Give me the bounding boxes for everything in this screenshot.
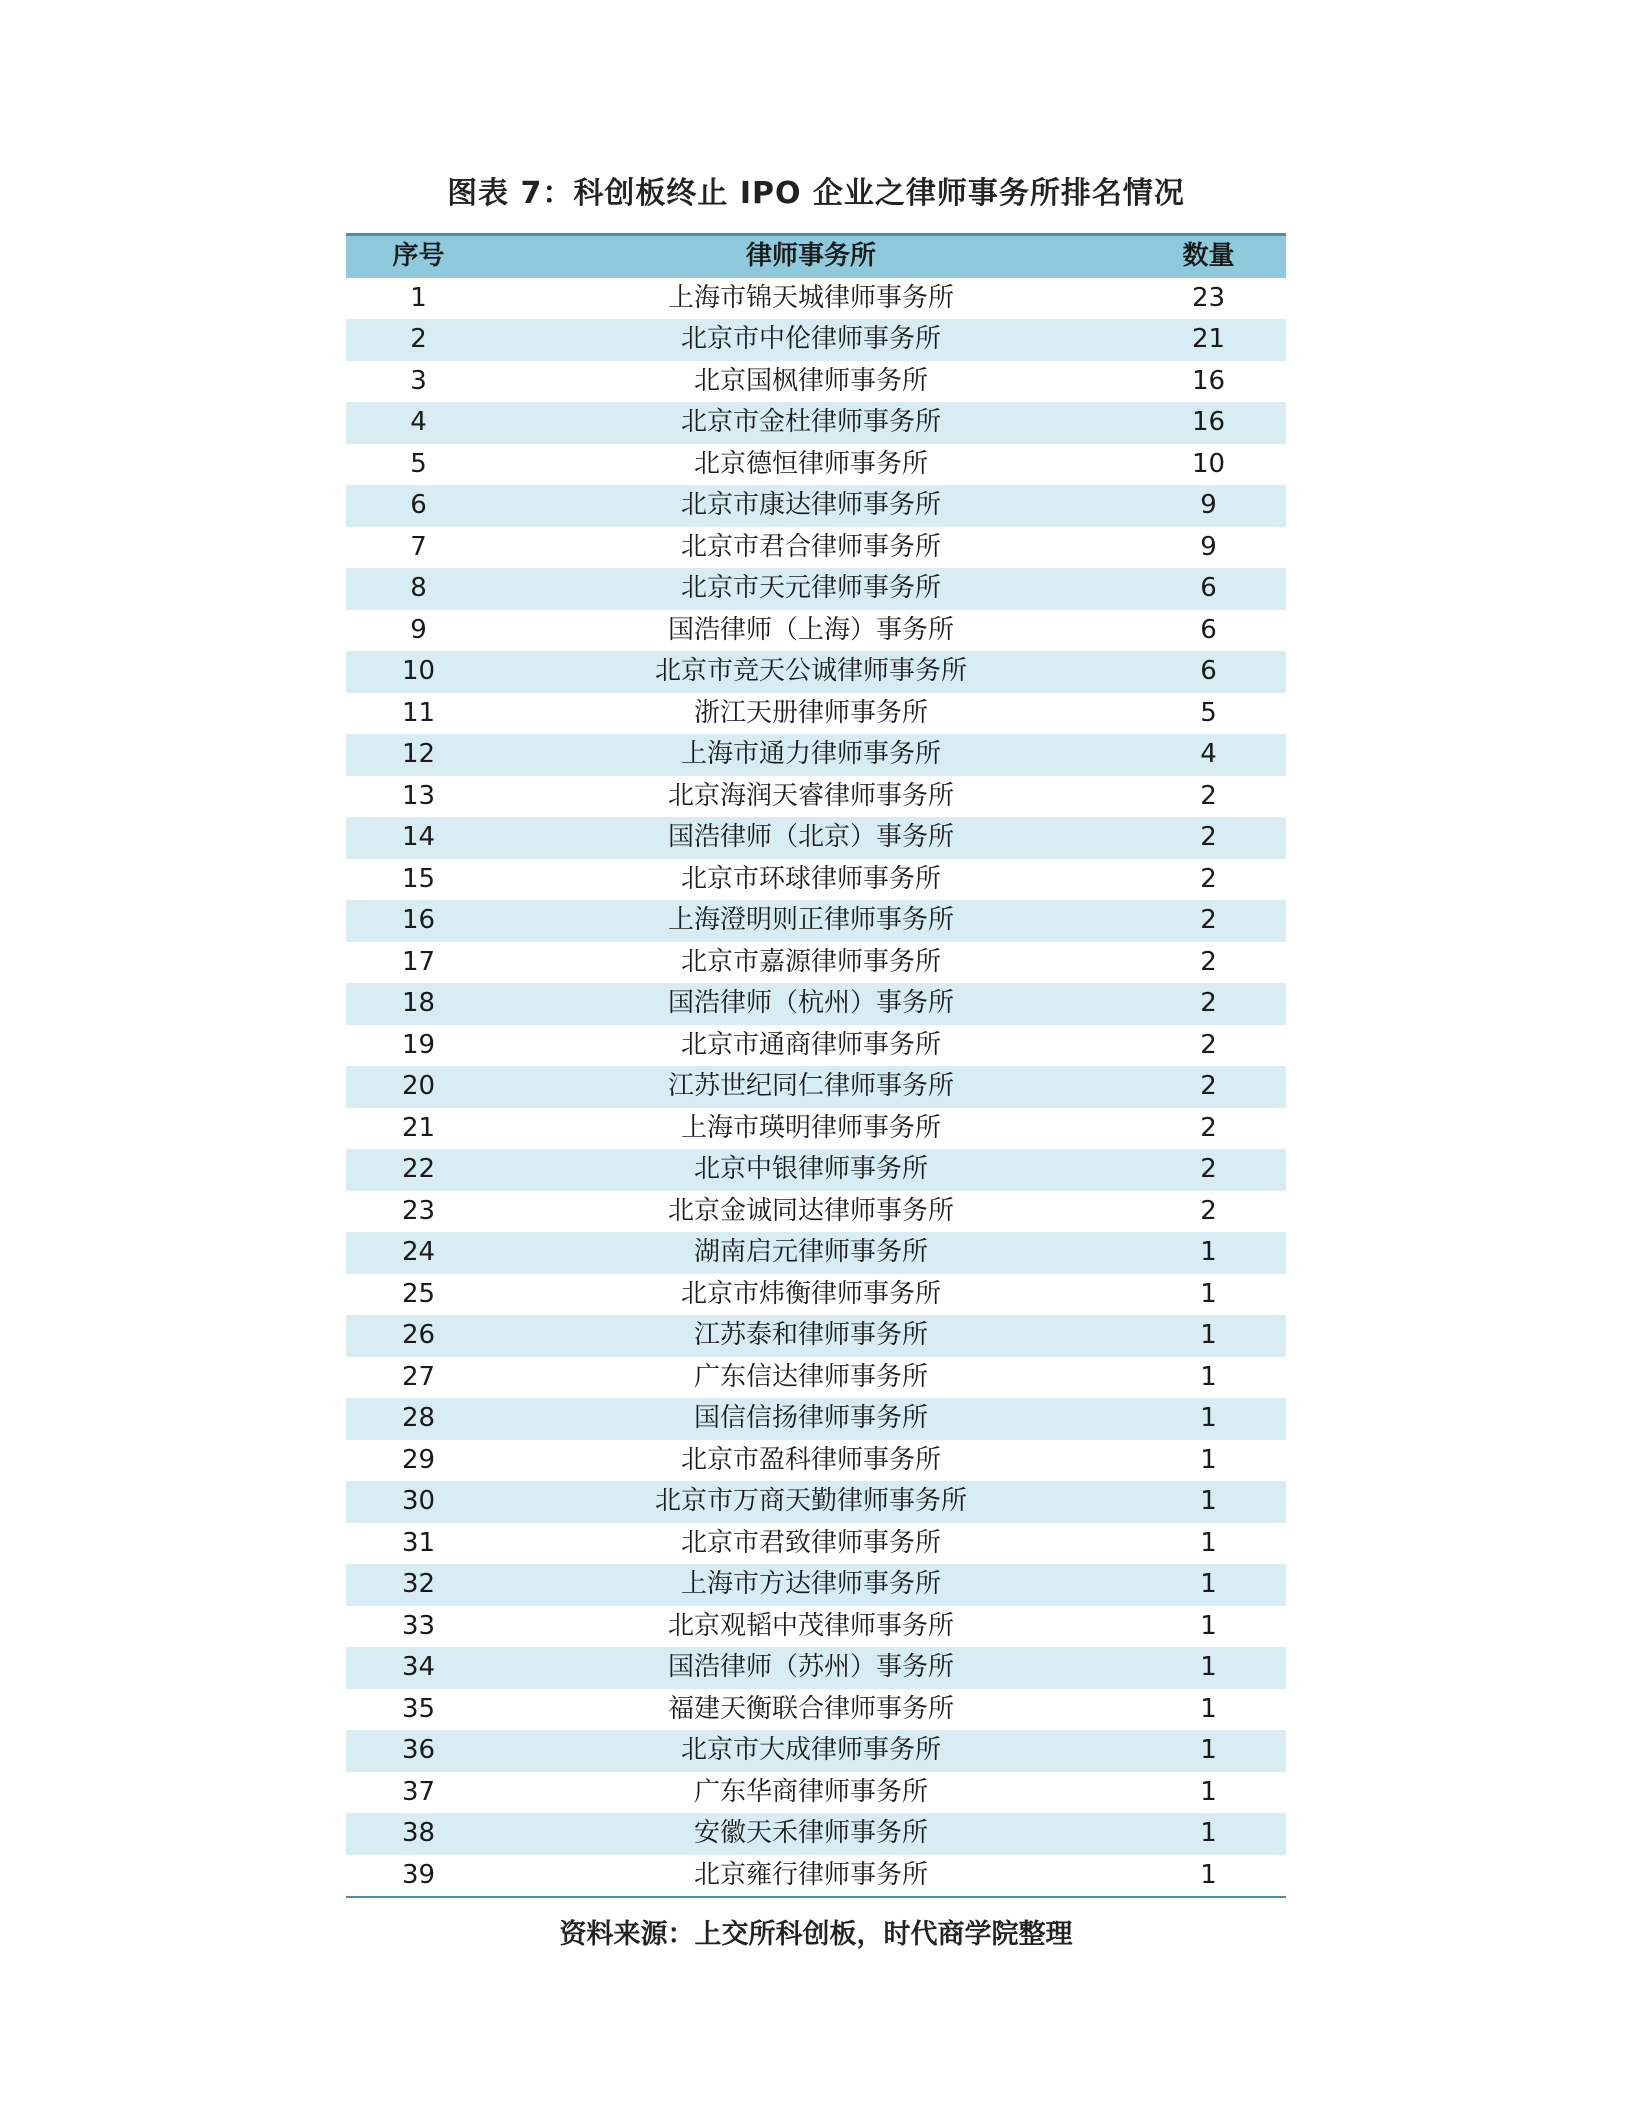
table-row	[346, 900, 1286, 942]
firm-name-cell: 安徽天禾律师事务所	[491, 1813, 1131, 1855]
rank-cell: 29	[401, 1444, 436, 1475]
count-cell: 1	[1200, 1527, 1217, 1558]
firm-name-cell: 北京市金杜律师事务所	[491, 402, 1131, 444]
table-row	[346, 1730, 1286, 1772]
count-cell: 10	[1191, 448, 1226, 479]
rank-cell: 35	[401, 1693, 436, 1724]
figure-title: 图表 7：科创板终止 IPO 企业之律师事务所排名情况	[447, 176, 1185, 211]
rank-cell: 27	[401, 1361, 436, 1392]
table-row	[346, 319, 1286, 361]
rank-cell: 32	[346, 1564, 491, 1606]
rank-cell: 38	[346, 1813, 491, 1855]
rank-cell: 8	[346, 568, 491, 610]
firm-name-cell: 浙江天册律师事务所	[693, 697, 928, 728]
count-cell: 1	[1200, 1444, 1217, 1475]
firm-name-cell: 北京市万商天勤律师事务所	[491, 1481, 1131, 1523]
rank-cell: 20	[346, 1066, 491, 1108]
firm-name-cell: 北京市康达律师事务所	[491, 485, 1131, 527]
rank-cell: 19	[401, 1029, 436, 1060]
firm-name-cell: 北京中银律师事务所	[491, 1149, 1131, 1191]
count-cell: 2	[1131, 900, 1286, 942]
firm-name-cell: 北京市盈科律师事务所	[680, 1444, 941, 1475]
count-cell: 6	[1200, 614, 1217, 645]
count-cell: 2	[1131, 1066, 1286, 1108]
count-cell: 1	[1200, 1278, 1217, 1309]
rank-cell: 9	[410, 614, 427, 645]
firm-name-cell: 上海市瑛明律师事务所	[680, 1112, 941, 1143]
firm-name-cell: 北京观韬中茂律师事务所	[667, 1610, 954, 1641]
rank-cell: 1	[410, 282, 427, 313]
table-row	[346, 1315, 1286, 1357]
rank-cell: 21	[401, 1112, 436, 1143]
count-cell: 1	[1131, 1315, 1286, 1357]
table-row	[346, 610, 1286, 652]
rank-cell: 24	[346, 1232, 491, 1274]
firm-name-cell: 北京市天元律师事务所	[491, 568, 1131, 610]
rank-cell: 6	[346, 485, 491, 527]
table-row	[346, 651, 1286, 693]
count-cell: 2	[1200, 863, 1217, 894]
firm-name-cell: 上海澄明则正律师事务所	[491, 900, 1131, 942]
rank-cell: 10	[346, 651, 491, 693]
table-row	[346, 942, 1286, 984]
rank-cell: 34	[346, 1647, 491, 1689]
table-row	[346, 1772, 1286, 1814]
firm-name-cell: 广东华商律师事务所	[693, 1776, 928, 1807]
rank-cell: 15	[401, 863, 436, 894]
firm-name-cell: 北京国枫律师事务所	[693, 365, 928, 396]
count-cell: 1	[1200, 1693, 1217, 1724]
header-row	[346, 235, 1286, 278]
firm-name-cell: 北京市中伦律师事务所	[491, 319, 1131, 361]
rank-cell: 11	[401, 697, 436, 728]
rank-cell: 26	[346, 1315, 491, 1357]
table-row	[346, 693, 1286, 735]
firm-name-cell: 国信信扬律师事务所	[491, 1398, 1131, 1440]
count-cell: 2	[1200, 1195, 1217, 1226]
table-header	[346, 235, 1286, 278]
count-cell: 1	[1200, 1361, 1217, 1392]
firm-name-cell: 北京市环球律师事务所	[680, 863, 941, 894]
firm-name-cell: 国浩律师（上海）事务所	[667, 614, 954, 645]
table-row	[346, 402, 1286, 444]
rank-cell: 3	[410, 365, 427, 396]
rank-cell: 13	[401, 780, 436, 811]
firm-name-cell: 国浩律师（杭州）事务所	[491, 983, 1131, 1025]
rank-cell: 16	[346, 900, 491, 942]
count-cell: 1	[1131, 1398, 1286, 1440]
table-row	[346, 444, 1286, 486]
table-row	[346, 1066, 1286, 1108]
firm-name-cell: 北京市君致律师事务所	[680, 1527, 941, 1558]
firm-name-cell: 江苏泰和律师事务所	[491, 1315, 1131, 1357]
header-firm: 律师事务所	[491, 235, 1131, 278]
count-cell: 9	[1200, 531, 1217, 562]
firm-name-cell: 江苏世纪同仁律师事务所	[491, 1066, 1131, 1108]
rank-cell: 36	[346, 1730, 491, 1772]
firm-name-cell: 北京市炜衡律师事务所	[680, 1278, 941, 1309]
count-cell: 4	[1131, 734, 1286, 776]
rank-cell: 23	[401, 1195, 436, 1226]
firm-name-cell: 国浩律师（北京）事务所	[491, 817, 1131, 859]
table-row	[346, 568, 1286, 610]
table-row	[346, 859, 1286, 901]
rank-cell: 25	[401, 1278, 436, 1309]
law-firm-ranking-table	[346, 233, 1286, 1898]
count-cell: 5	[1200, 697, 1217, 728]
table-row	[346, 1564, 1286, 1606]
rank-cell: 4	[346, 402, 491, 444]
table-row	[346, 1523, 1286, 1565]
rank-cell: 2	[346, 319, 491, 361]
count-cell: 1	[1131, 1647, 1286, 1689]
table-row	[346, 817, 1286, 859]
count-cell: 6	[1131, 651, 1286, 693]
table-row	[346, 278, 1286, 320]
table-row	[346, 1357, 1286, 1399]
rank-cell: 5	[410, 448, 427, 479]
table-row	[346, 1647, 1286, 1689]
table-row	[346, 1398, 1286, 1440]
table-row	[346, 1440, 1286, 1482]
firm-name-cell: 北京市大成律师事务所	[491, 1730, 1131, 1772]
header-rank: 序号	[346, 235, 491, 278]
table-row	[346, 776, 1286, 818]
count-cell: 2	[1131, 983, 1286, 1025]
table-row	[346, 1813, 1286, 1855]
firm-name-cell: 北京德恒律师事务所	[693, 448, 928, 479]
rank-cell: 12	[346, 734, 491, 776]
firm-name-cell: 北京市嘉源律师事务所	[680, 946, 941, 977]
table-row	[346, 1025, 1286, 1067]
firm-name-cell: 福建天衡联合律师事务所	[667, 1693, 954, 1724]
count-cell: 2	[1200, 1112, 1217, 1143]
firm-name-cell: 北京金诚同达律师事务所	[667, 1195, 954, 1226]
firm-name-cell: 上海市锦天城律师事务所	[667, 282, 954, 313]
firm-name-cell: 上海市通力律师事务所	[491, 734, 1131, 776]
firm-name-cell: 北京海润天睿律师事务所	[667, 780, 954, 811]
rank-cell: 33	[401, 1610, 436, 1641]
rank-cell: 17	[401, 946, 436, 977]
count-cell: 2	[1200, 1029, 1217, 1060]
count-cell: 6	[1131, 568, 1286, 610]
table-row	[346, 1274, 1286, 1316]
rank-cell: 7	[410, 531, 427, 562]
firm-name-cell: 国浩律师（苏州）事务所	[491, 1647, 1131, 1689]
count-cell: 16	[1131, 402, 1286, 444]
firm-name-cell: 北京市通商律师事务所	[680, 1029, 941, 1060]
count-cell: 2	[1200, 780, 1217, 811]
table-body	[346, 278, 1286, 1898]
count-cell: 1	[1200, 1610, 1217, 1641]
table-row	[346, 1191, 1286, 1233]
count-cell: 2	[1131, 817, 1286, 859]
firm-name-cell: 上海市方达律师事务所	[491, 1564, 1131, 1606]
rank-cell: 37	[401, 1776, 436, 1807]
count-cell: 1	[1131, 1855, 1286, 1898]
table-row	[346, 527, 1286, 569]
count-cell: 1	[1200, 1776, 1217, 1807]
count-cell: 1	[1131, 1232, 1286, 1274]
table-row	[346, 983, 1286, 1025]
rank-cell: 28	[346, 1398, 491, 1440]
source-note: 资料来源：上交所科创板，时代商学院整理	[559, 1919, 1073, 1950]
rank-cell: 18	[346, 983, 491, 1025]
firm-name-cell: 湖南启元律师事务所	[491, 1232, 1131, 1274]
count-cell: 21	[1131, 319, 1286, 361]
firm-name-cell: 北京雍行律师事务所	[491, 1855, 1131, 1898]
rank-cell: 14	[346, 817, 491, 859]
table-row	[346, 1689, 1286, 1731]
rank-cell: 30	[346, 1481, 491, 1523]
table-row	[346, 1149, 1286, 1191]
table-row	[346, 361, 1286, 403]
table-row	[346, 1855, 1286, 1898]
table-row	[346, 734, 1286, 776]
count-cell: 1	[1131, 1564, 1286, 1606]
count-cell: 2	[1131, 1149, 1286, 1191]
table-row	[346, 1108, 1286, 1150]
rank-cell: 31	[401, 1527, 436, 1558]
rank-cell: 39	[346, 1855, 491, 1898]
count-cell: 2	[1200, 946, 1217, 977]
count-cell: 1	[1131, 1730, 1286, 1772]
table-row	[346, 1481, 1286, 1523]
firm-name-cell: 广东信达律师事务所	[693, 1361, 928, 1392]
count-cell: 9	[1131, 485, 1286, 527]
count-cell: 1	[1131, 1481, 1286, 1523]
table-row	[346, 485, 1286, 527]
rank-cell: 22	[346, 1149, 491, 1191]
firm-name-cell: 北京市竞天公诚律师事务所	[491, 651, 1131, 693]
count-cell: 23	[1191, 282, 1226, 313]
header-count: 数量	[1131, 235, 1286, 278]
table-row	[346, 1606, 1286, 1648]
table-row	[346, 1232, 1286, 1274]
count-cell: 16	[1191, 365, 1226, 396]
firm-name-cell: 北京市君合律师事务所	[680, 531, 941, 562]
count-cell: 1	[1131, 1813, 1286, 1855]
